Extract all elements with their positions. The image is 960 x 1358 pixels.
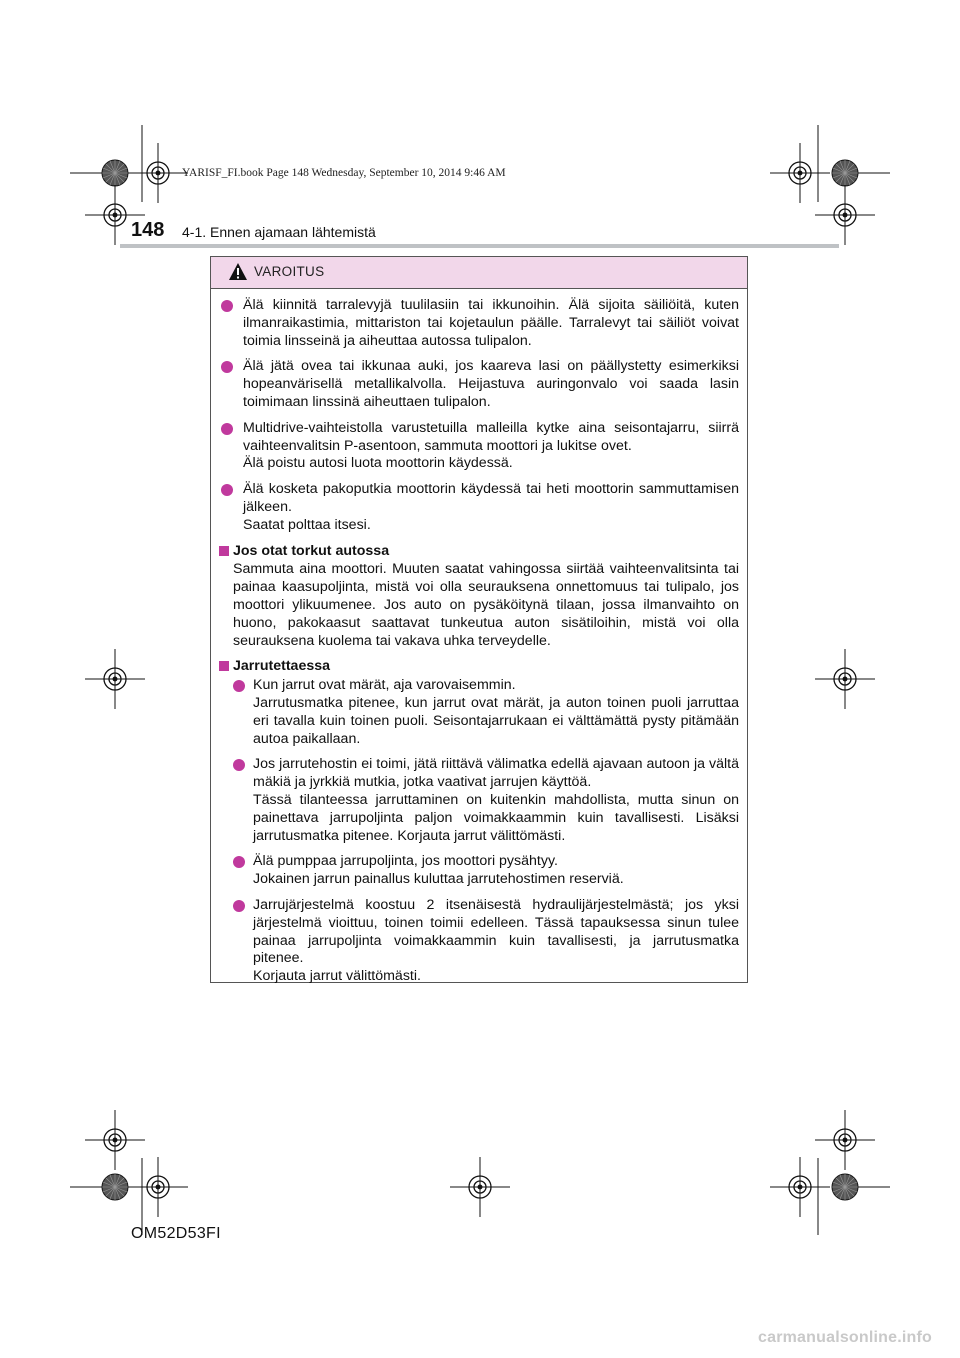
warning-header	[211, 257, 747, 289]
bullet-icon	[221, 361, 233, 373]
bullet-text: Saatat polttaa itsesi.	[243, 516, 371, 533]
section-napping	[217, 543, 739, 651]
header-rule	[120, 244, 839, 248]
list-item	[217, 297, 739, 350]
section-title: 4-1. Ennen ajamaan lähtemistä	[182, 224, 376, 240]
bullet-text: Älä pumppaa jarrupoljinta, jos moottori pysähtyy.	[253, 853, 558, 870]
list-item	[217, 420, 739, 473]
section-text: Sammuta aina moottori. Muuten saatat vahingossa siirtää vaihteenvalitsinta tai painaa kaasupoljinta, mistä voi olla seurauksena onnettomuus tai tulipalo, jos moottori ylikuumenee. Jos auto on pysäköitynä tilaan, jossa ilmanvaihto on huono, pakokaasut saattavat tunkeutua auton sisätiloihin, mistä voi olla seurauksena kuolema tai vakava uhka terveydelle.	[233, 561, 739, 649]
section-braking	[217, 658, 739, 986]
section-heading: Jarrutettaessa	[217, 658, 739, 676]
bullet-text: Älä jätä ovea tai ikkunaa auki, jos kaareva lasi on päällystetty esimerkiksi hopeanvärisellä metallikalvolla. Heijastuva auringonvalo voi saada lasin toimimaan linssinä aiheuttaen tulipalon.	[243, 358, 739, 410]
document-code: OM52D53FI	[131, 1225, 221, 1242]
bullet-text: Korjauta jarrut välittömästi.	[253, 968, 421, 985]
bullet-text: Tässä tilanteessa jarruttaminen on kuitenkin mahdollista, mutta sinun on painettava jarrupoljinta paljon voimakkaammin kuin tavallisesti. Lisäksi jarrutusmatka pitenee. Korjauta jarrut välittömästi.	[253, 791, 739, 844]
warning-box	[210, 256, 748, 983]
bullet-icon	[233, 856, 245, 868]
bullet-text: Jos jarrutehostin ei toimi, jätä riittävä välimatka edellä ajavaan autoon ja vältä mäkiä ja jyrkkiä mutkia, jotka vaativat jarrujen käyttöä.	[253, 756, 739, 791]
section-heading: Jos otat torkut autossa	[217, 543, 739, 561]
book-meta-line: YARISF_FI.book Page 148 Wednesday, September 10, 2014 9:46 AM	[182, 167, 506, 179]
bullet-text: Jarrutusmatka pitenee, kun jarrut ovat märät, ja auton toinen puoli jarruttaa eri tavalla kuin toinen puoli. Seisontajarrukaan ei välttämättä pysty pitämään autoa paikallaan.	[253, 694, 739, 747]
bullet-text: Jokainen jarrun painallus kuluttaa jarrutehostimen reserviä.	[253, 871, 624, 888]
braking-bullet-list	[217, 677, 739, 986]
bullet-icon	[221, 300, 233, 312]
list-item	[227, 897, 739, 986]
bullet-icon	[233, 759, 245, 771]
bullet-icon	[221, 484, 233, 496]
square-bullet-icon	[219, 546, 229, 556]
square-bullet-icon	[219, 661, 229, 671]
warning-bullet-list	[217, 297, 739, 535]
bullet-icon	[233, 900, 245, 912]
bullet-text: Multidrive-vaihteistolla varustetuilla malleilla kytke aina seisontajarru, siirrä vaihteenvalitsin P-asentoon, sammuta moottori ja lukitse ovet.	[243, 419, 739, 454]
warning-triangle-icon	[228, 262, 248, 281]
list-item	[227, 853, 739, 889]
bullet-text: Kun jarrut ovat märät, aja varovaisemmin.	[253, 677, 516, 694]
bullet-text: Jarrujärjestelmä koostuu 2 itsenäisestä hydraulijärjestelmästä; jos yksi järjestelmä vioittuu, toinen toimii edelleen. Tässä tapauksessa sinun tulee painaa jarrupoljinta voimakkaammin kuin tavallisesti, ja jarrutusmatka pitenee.	[253, 896, 739, 967]
bullet-icon	[233, 680, 245, 692]
warning-label: VAROITUS	[254, 264, 325, 279]
bullet-text: Älä kiinnitä tarralevyjä tuulilasiin tai ikkunoihin. Älä sijoita säiliöitä, kuten ilmanraikastimia, mittariston tai kojetaulun päälle. Tarralevyt tai säiliöt voivat toimia linsseinä ja aiheuttaa autossa tulipalon.	[243, 297, 739, 349]
watermark-text: carmanualsonline.info	[758, 1329, 933, 1346]
list-item	[227, 756, 739, 845]
page-number: 148	[131, 219, 165, 241]
bullet-icon	[221, 423, 233, 435]
warning-body	[211, 289, 747, 986]
list-item	[227, 677, 739, 748]
list-item	[217, 358, 739, 411]
bullet-text: Älä poistu autosi luota moottorin käydessä.	[243, 455, 513, 472]
list-item	[217, 481, 739, 534]
bullet-text: Älä kosketa pakoputkia moottorin käydessä tai heti moottorin sammuttamisen jälkeen.	[243, 481, 739, 515]
